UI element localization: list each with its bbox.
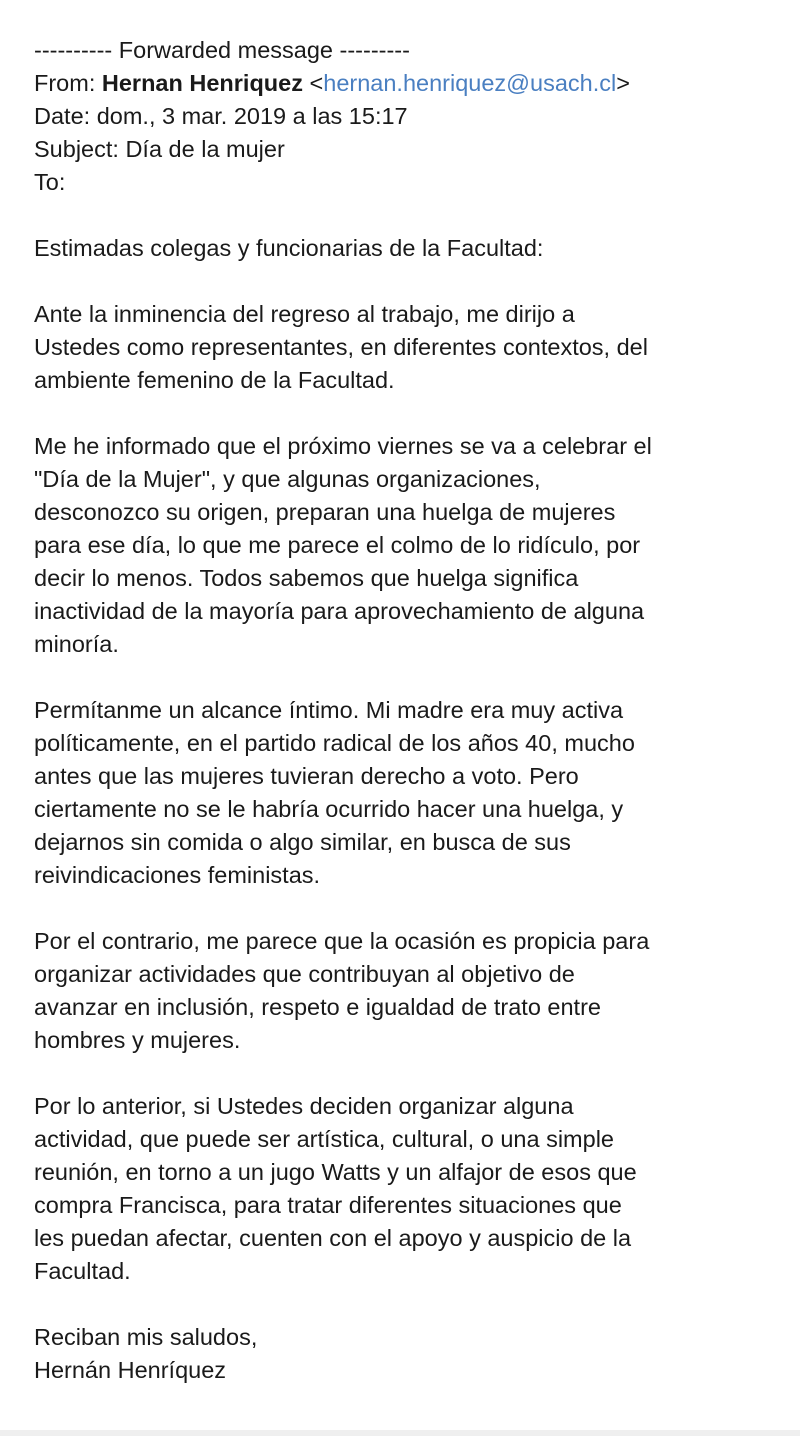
body-line: decir lo menos. Todos sabemos que huelga significa <box>34 565 579 591</box>
spacer <box>34 892 774 925</box>
forwarded-banner: ---------- Forwarded message --------- <box>34 37 410 63</box>
body-line: Por lo anterior, si Ustedes deciden organizar alguna <box>34 1093 574 1119</box>
body-line: avanzar en inclusión, respeto e igualdad de trato entre <box>34 994 601 1020</box>
body-line: dejarnos sin comida o algo similar, en busca de sus <box>34 829 571 855</box>
body-line: políticamente, en el partido radical de los años 40, mucho <box>34 730 635 756</box>
to-label: To: <box>34 169 66 195</box>
from-line <box>34 67 774 100</box>
body-line: inactividad de la mayoría para aprovechamiento de alguna <box>34 598 645 624</box>
body-line: les puedan afectar, cuenten con el apoyo y auspicio de la <box>34 1225 632 1251</box>
body-line: para ese día, lo que me parece el colmo de lo ridículo, por <box>34 532 641 558</box>
email-message <box>34 34 774 1387</box>
spacer <box>34 199 774 232</box>
spacer <box>34 661 774 694</box>
body-line: organizar actividades que contribuyan al objetivo de <box>34 961 575 987</box>
body-line: antes que las mujeres tuvieran derecho a voto. Pero <box>34 763 579 789</box>
from-label: From: <box>34 70 96 96</box>
body-line: Permítanme un alcance íntimo. Mi madre era muy activa <box>34 697 624 723</box>
body-line: reivindicaciones feministas. <box>34 862 321 888</box>
body-line: reunión, en torno a un jugo Watts y un alfajor de esos que <box>34 1159 637 1185</box>
body-paragraph-3 <box>34 694 774 892</box>
body-line: Ustedes como representantes, en diferentes contextos, del <box>34 334 648 360</box>
sender-name: Hernan Henriquez <box>101 70 303 96</box>
body-line: Me he informado que el próximo viernes se va a celebrar el <box>34 433 652 459</box>
body-line: ciertamente no se le habría ocurrido hacer una huelga, y <box>34 796 624 822</box>
signature: Hernán Henríquez <box>34 1357 227 1383</box>
body-line: actividad, que puede ser artística, cultural, o una simple <box>34 1126 614 1152</box>
body-line: minoría. <box>34 631 119 657</box>
body-line: Facultad. <box>34 1258 131 1284</box>
spacer <box>34 1057 774 1090</box>
body-paragraph-2 <box>34 430 774 661</box>
body-line: desconozco su origen, preparan una huelga de mujeres <box>34 499 616 525</box>
to-line <box>34 166 774 199</box>
date-value: dom., 3 mar. 2019 a las 15:17 <box>96 103 408 129</box>
date-line <box>34 100 774 133</box>
closing: Reciban mis saludos, <box>34 1324 258 1350</box>
body-line: compra Francisca, para tratar diferentes situaciones que <box>34 1192 622 1218</box>
body-line: "Día de la Mujer", y que algunas organizaciones, <box>34 466 541 492</box>
body-paragraph-5 <box>34 1090 774 1288</box>
body-paragraph-1 <box>34 298 774 397</box>
subject-line <box>34 133 774 166</box>
bottom-divider <box>0 1430 800 1436</box>
body-line: ambiente femenino de la Facultad. <box>34 367 395 393</box>
spacer <box>34 265 774 298</box>
body-line: hombres y mujeres. <box>34 1027 241 1053</box>
spacer <box>34 397 774 430</box>
date-label: Date: <box>34 103 91 129</box>
email-open-bracket: < <box>309 70 324 96</box>
subject-value: Día de la mujer <box>125 136 285 162</box>
greeting: Estimadas colegas y funcionarias de la Facultad: <box>34 235 544 261</box>
subject-label: Subject: <box>34 136 119 162</box>
spacer <box>34 1288 774 1321</box>
email-close-bracket: > <box>616 70 630 96</box>
body-paragraph-4 <box>34 925 774 1057</box>
body-line: Ante la inminencia del regreso al trabajo, me dirijo a <box>34 301 575 327</box>
sender-email-link[interactable]: hernan.henriquez@usach.cl <box>323 70 617 96</box>
body-line: Por el contrario, me parece que la ocasión es propicia para <box>34 928 650 954</box>
